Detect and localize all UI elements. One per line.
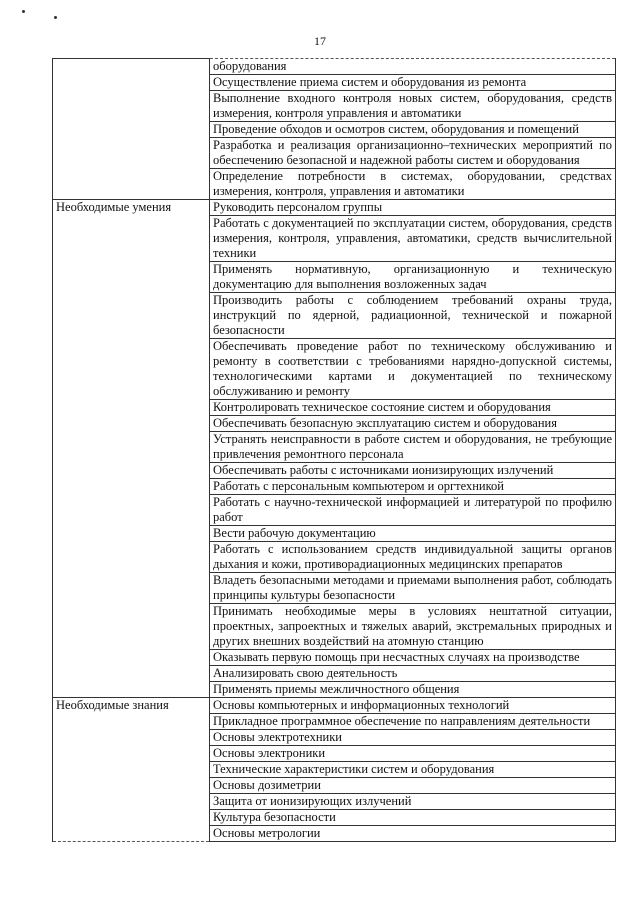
table-row	[53, 200, 616, 216]
section-label-continuation	[53, 479, 210, 495]
table-row	[53, 75, 616, 91]
section-label-continuation	[53, 746, 210, 762]
section-label-continuation	[53, 714, 210, 730]
section-label-continuation	[53, 169, 210, 200]
section-label-continuation	[53, 730, 210, 746]
requirement-item: Применять нормативную, организационную и техническую документацию для выполнения возложенных задач	[210, 262, 616, 293]
section-label-continuation	[53, 138, 210, 169]
section-label-continuation	[53, 122, 210, 138]
section-label-continuation	[53, 463, 210, 479]
section-label-continuation	[53, 604, 210, 650]
table-row	[53, 746, 616, 762]
section-label-continuation	[53, 762, 210, 778]
requirement-item: Основы электроники	[210, 746, 616, 762]
requirement-item: Владеть безопасными методами и приемами выполнения работ, соблюдать принципы культуры безопасности	[210, 573, 616, 604]
table-row	[53, 794, 616, 810]
section-label-continuation	[53, 826, 210, 842]
section-label-continuation	[53, 682, 210, 698]
requirement-item: Вести рабочую документацию	[210, 526, 616, 542]
table-row	[53, 138, 616, 169]
section-label-continuation	[53, 650, 210, 666]
requirement-item: Применять приемы межличностного общения	[210, 682, 616, 698]
table-row	[53, 826, 616, 842]
section-label-continuation	[53, 91, 210, 122]
table-row	[53, 650, 616, 666]
section-label-continuation	[53, 216, 210, 262]
requirement-item: Культура безопасности	[210, 810, 616, 826]
requirement-item: Осуществление приема систем и оборудования из ремонта	[210, 75, 616, 91]
section-label-continuation	[53, 262, 210, 293]
table-row	[53, 339, 616, 400]
requirement-item: Работать с документацией по эксплуатации систем, оборудования, средств измерения, контроля, управления, автоматики, средств вычислительной техники	[210, 216, 616, 262]
table-row	[53, 463, 616, 479]
table-row	[53, 573, 616, 604]
requirement-item: Основы дозиметрии	[210, 778, 616, 794]
requirement-item: Обеспечивать работы с источниками ионизирующих излучений	[210, 463, 616, 479]
section-label: Необходимые умения	[53, 200, 210, 216]
requirements-table	[52, 58, 616, 842]
table-row	[53, 666, 616, 682]
requirement-item: Работать с персональным компьютером и оргтехникой	[210, 479, 616, 495]
table-row	[53, 810, 616, 826]
table-row	[53, 682, 616, 698]
requirement-item: Основы электротехники	[210, 730, 616, 746]
requirement-item: Основы компьютерных и информационных технологий	[210, 698, 616, 714]
requirement-item: Технические характеристики систем и оборудования	[210, 762, 616, 778]
requirement-item: Принимать необходимые меры в условиях нештатной ситуации, проектных, запроектных и тяжелых аварий, экстремальных природных и других внешних воздействий на атомную станцию	[210, 604, 616, 650]
page-number: 17	[314, 34, 326, 48]
table-row	[53, 542, 616, 573]
table-row	[53, 59, 616, 75]
requirement-item: Контролировать техническое состояние систем и оборудования	[210, 400, 616, 416]
requirement-item: Производить работы с соблюдением требований охраны труда, инструкций по ядерной, радиационной, технической и пожарной безопасности	[210, 293, 616, 339]
table-row	[53, 604, 616, 650]
section-label-continuation	[53, 432, 210, 463]
requirement-item: Работать с научно-технической информацией и литературой по профилю работ	[210, 495, 616, 526]
table-row	[53, 778, 616, 794]
table-row	[53, 216, 616, 262]
requirement-item: Обеспечивать безопасную эксплуатацию систем и оборудования	[210, 416, 616, 432]
table-row	[53, 122, 616, 138]
requirement-item: Руководить персоналом группы	[210, 200, 616, 216]
section-label-continuation	[53, 778, 210, 794]
section-label-continuation	[53, 794, 210, 810]
section-label-continuation	[53, 573, 210, 604]
requirement-item: Выполнение входного контроля новых систем, оборудования, средств измерения, контроля управления и автоматики	[210, 91, 616, 122]
table-row	[53, 293, 616, 339]
section-label-continuation	[53, 495, 210, 526]
requirement-item: Анализировать свою деятельность	[210, 666, 616, 682]
requirement-item: Проведение обходов и осмотров систем, оборудования и помещений	[210, 122, 616, 138]
requirement-item: Работать с использованием средств индивидуальной защиты органов дыхания и кожи, противорадиационных медицинских препаратов	[210, 542, 616, 573]
table-row	[53, 416, 616, 432]
requirements-table-body	[53, 59, 616, 842]
table-row	[53, 400, 616, 416]
table-row	[53, 262, 616, 293]
table-row	[53, 698, 616, 714]
table-row	[53, 479, 616, 495]
requirement-item: Устранять неисправности в работе систем и оборудования, не требующие привлечения ремонтного персонала	[210, 432, 616, 463]
table-row	[53, 169, 616, 200]
requirement-item: Определение потребности в системах, оборудовании, средствах измерения, контроля, управления и автоматики	[210, 169, 616, 200]
section-label-continuation	[53, 526, 210, 542]
section-label-continuation	[53, 293, 210, 339]
table-row	[53, 714, 616, 730]
scan-mark-dot	[54, 16, 57, 19]
table-row	[53, 495, 616, 526]
section-label-continuation	[53, 416, 210, 432]
section-label	[53, 59, 210, 75]
table-row	[53, 730, 616, 746]
table-row	[53, 91, 616, 122]
requirement-item: Основы метрологии	[210, 826, 616, 842]
requirement-item: Разработка и реализация организационно–технических мероприятий по обеспечению безопасной и надежной работы систем и оборудования	[210, 138, 616, 169]
section-label-continuation	[53, 810, 210, 826]
section-label-continuation	[53, 400, 210, 416]
requirement-item: оборудования	[210, 59, 616, 75]
section-label-continuation	[53, 339, 210, 400]
requirement-item: Оказывать первую помощь при несчастных случаях на производстве	[210, 650, 616, 666]
table-row	[53, 526, 616, 542]
scan-mark-dot	[22, 10, 25, 13]
table-row	[53, 762, 616, 778]
section-label-continuation	[53, 542, 210, 573]
requirement-item: Прикладное программное обеспечение по направлениям деятельности	[210, 714, 616, 730]
section-label-continuation	[53, 75, 210, 91]
section-label: Необходимые знания	[53, 698, 210, 714]
section-label-continuation	[53, 666, 210, 682]
table-row	[53, 432, 616, 463]
requirement-item: Защита от ионизирующих излучений	[210, 794, 616, 810]
requirement-item: Обеспечивать проведение работ по техническому обслуживанию и ремонту в соответствии с требованиями нарядно-допускной системы, технологическими картами и документацией по техническому обслуживанию и ремонту	[210, 339, 616, 400]
